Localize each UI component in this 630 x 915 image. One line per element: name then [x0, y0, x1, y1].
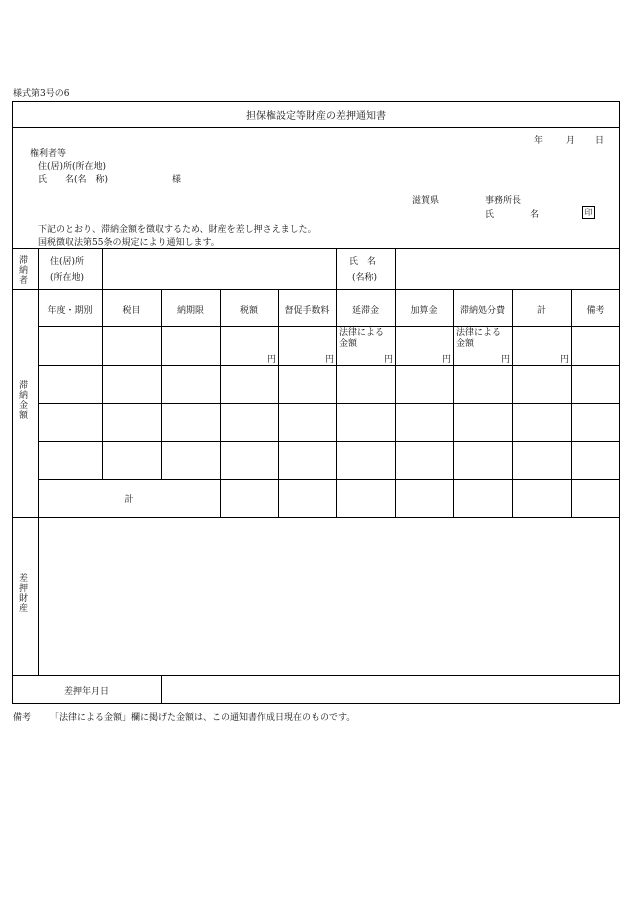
col-line-3	[220, 289, 221, 517]
amount-row-line-3	[38, 441, 620, 442]
col-header-tax-item: 税目	[122, 306, 141, 316]
seizure-date-divider	[161, 675, 162, 704]
col-header-additional-tax: 加算金	[410, 306, 438, 316]
delinquent-name-left-divider	[336, 248, 337, 289]
notice-line-2: 国税徴収法第55条の規定により通知します。	[38, 238, 220, 248]
recipient-honorific: 様	[172, 175, 182, 185]
amount-row-line-1	[38, 365, 620, 366]
col-line-9	[571, 289, 572, 517]
property-section-label: 差押財産	[17, 573, 27, 613]
delinquent-section-label: 滞納者	[17, 255, 27, 285]
date-day: 日	[595, 136, 605, 146]
col-header-disposition-fee: 滞納処分費	[459, 306, 505, 316]
issuer-prefecture: 滋賀県	[412, 196, 440, 206]
amount-row-line-4	[38, 479, 620, 480]
col-line-4	[278, 289, 279, 517]
col-line-5	[336, 289, 337, 517]
col-header-tax-amount: 税額	[239, 306, 258, 316]
yen-tax-amount: 円	[267, 355, 277, 365]
delinquent-address-divider	[102, 248, 103, 289]
delinquent-name-label: 氏 名	[349, 257, 377, 267]
issuer-office-chief: 事務所長	[485, 196, 522, 206]
delinquent-top-line	[12, 248, 620, 249]
col-line-7	[453, 289, 454, 517]
yen-disposition-fee: 円	[501, 355, 511, 365]
date-year: 年	[534, 136, 544, 146]
yen-total: 円	[560, 355, 570, 365]
yen-additional-tax: 円	[442, 355, 452, 365]
legal-amount-label-disposition: 法律による 金額	[456, 328, 502, 349]
col-line-6	[395, 289, 396, 517]
col-header-total: 計	[536, 306, 546, 316]
delinquent-address-sub: (所在地)	[50, 273, 85, 283]
col-header-remarks: 備考	[586, 306, 605, 316]
remark-text: 「法律による金額」欄に掲げた金額は、この通知書作成日現在のものです。	[50, 713, 356, 723]
col-header-reminder-fee: 督促手数料	[284, 306, 330, 316]
form-number: 様式第3号の6	[13, 89, 70, 99]
seizure-date-top-line	[12, 675, 620, 676]
seizure-date-label: 差押年月日	[63, 687, 109, 697]
property-top-line	[12, 517, 620, 518]
form-title: 担保権設定等財産の差押通知書	[246, 111, 386, 122]
col-header-due-date: 納期限	[176, 306, 204, 316]
issuer-name-label: 氏 名	[485, 210, 540, 220]
delinquent-name-right-divider	[395, 248, 396, 289]
amount-header-line	[38, 326, 620, 327]
delinquent-address-label: 住(居)所	[50, 257, 85, 267]
yen-late-charge: 円	[384, 355, 394, 365]
notice-line-1: 下記のとおり、滞納金額を徴収するため、財産を差し押さえました。	[38, 225, 317, 235]
col-line-2	[161, 289, 162, 479]
date-month: 月	[566, 136, 576, 146]
recipient-label: 権利者等	[30, 149, 67, 159]
col-line-8	[512, 289, 513, 517]
amount-section-label: 滞納金額	[17, 380, 27, 420]
legal-amount-label-late: 法律による 金額	[339, 328, 385, 349]
recipient-name-label: 氏 名(名 称)	[38, 175, 109, 185]
property-label-divider	[38, 517, 39, 675]
delinquent-name-sub: (名称)	[352, 273, 378, 283]
remark-label: 備考	[13, 713, 32, 723]
amount-top-line	[12, 289, 620, 290]
title-divider	[12, 127, 620, 128]
col-header-period: 年度・期別	[47, 306, 93, 316]
col-header-late-charge: 延滞金	[351, 306, 379, 316]
seal-mark: 印	[582, 206, 595, 219]
yen-reminder-fee: 円	[325, 355, 335, 365]
total-row-label: 計	[124, 495, 134, 505]
recipient-address-label: 住(居)所(所在地)	[38, 162, 107, 172]
col-line-1	[102, 289, 103, 479]
amount-row-line-2	[38, 403, 620, 404]
